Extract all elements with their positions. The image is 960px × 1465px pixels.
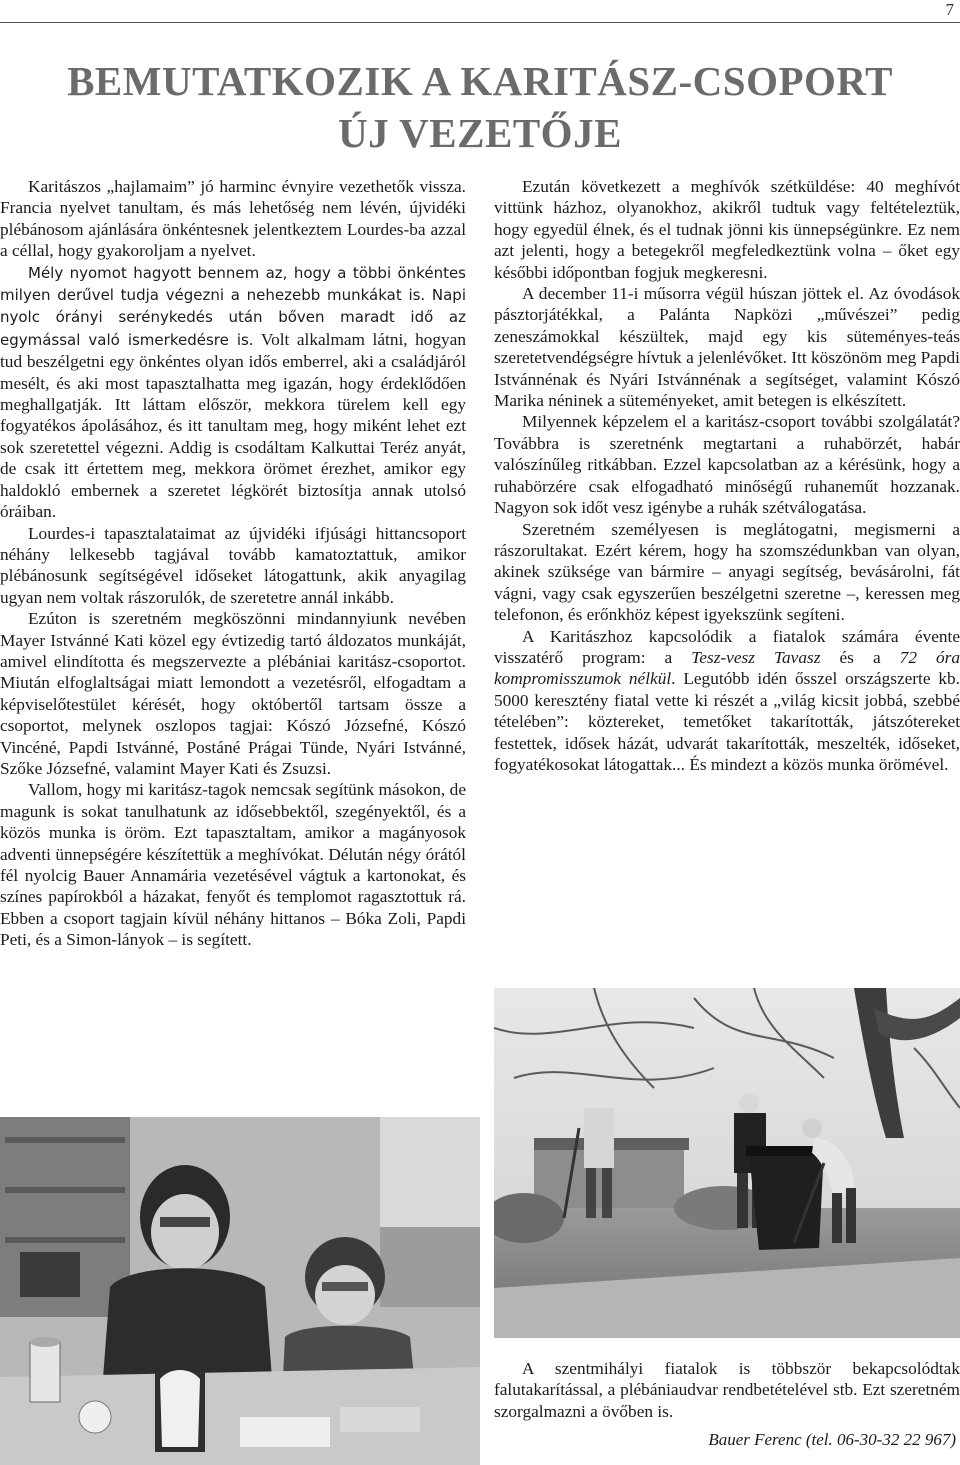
left-paragraph-5: Vallom, hogy mi karitász-tagok nemcsak segítünk másokon, de magunk is sokat tanulhatunk az idősebbektől, szegényektől, és a közös munka is öröm. Ezt tapasztaltam, amikor a magányosok adventi ünnepségére készítettük a meghívókat. Délután négy órától fél nyolcig Bauer Annamária vezetésével vágtuk a kartonokat, és színes papírokból a házakat, fenyőt és templomot ragasztottuk rá. Ebben a csoport tagjain kívül néhány hittanos – Bóka Zoli, Papdi Peti, és a Simon-lányok – is segített. bbox=[0, 780, 466, 950]
article-title bbox=[0, 55, 960, 159]
left-paragraph-3: Lourdes-i tapasztalataimat az újvidéki ifjúsági hittancsoport néhány lelkesebb tagjával tovább kamatoztattuk, amikor plébánosunk segítségével időseket látogattunk, akik anyagilag ugyan nem voltak rászorulók, de szeretetre annál inkább. bbox=[0, 523, 466, 607]
left-paragraph-2-sans: Mély nyomot hagyott bennem az, hogy a többi önkéntes milyen derűvel tudja végezni a nehezebb munkákat is. Napi nyolc órányi serénykedés után bőven maradt idő az egymással való ismerkedésre is. bbox=[0, 263, 466, 349]
page-number: 7 bbox=[945, 0, 954, 19]
title-line-1: BEMUTATKOZIK A KARITÁSZ-CSOPORT bbox=[67, 58, 893, 104]
author-signature: Bauer Ferenc (tel. 06-30-32 22 967) bbox=[708, 1430, 956, 1449]
left-paragraph-1: Karitászos „hajlamaim” jó harminc évnyire vezethetők vissza. Francia nyelvet tanultam, és más lehetőség nem lévén, újvidéki plébánosom ajánlására önkéntesnek jelentkeztem Lourdes-ba azzal a céllal, hogy gyakoroljam a nyelvet. bbox=[0, 177, 466, 261]
right-p5-italic-2: 72 óra kompromisszumok nélkül bbox=[494, 647, 960, 689]
title-line-2: ÚJ VEZETŐJE bbox=[338, 110, 622, 156]
right-paragraph-5 bbox=[494, 626, 960, 776]
photo-caption: A szentmihályi fiatalok is többször bekapcsolódtak falutakarítással, a plébániaudvar rendbetételével stb. Ezt szeretném szorgalmazni a övőben is. bbox=[494, 1359, 960, 1421]
left-paragraph-2 bbox=[0, 262, 466, 523]
left-paragraph-4: Ezúton is szeretném megköszönni mindannyiunk nevében Mayer Istvánné Kati közel egy évtizedig tartó áldozatos munkáját, amivel elindította és megszervezte a plébániai karitász-csoportot. Miután elfoglaltságai miatt lemondott a vezetésről, elfogadtam a képviselőtestület kérését, hogy októbertől tartsam össze a csoportot, melynek oszlopos tagjai: Kószó Józsefné, Kószó Vincéné, Papdi Istvánné, Postáné Prágai Tünde, Nyári Istvánné, Szőke Józsefné, valamint Mayer Kati és Zsuzsi. bbox=[0, 609, 466, 778]
right-p5-after: . Legutóbb idén ősszel országszerte kb. 5000 keresztény fiatal vette ki részét a „világ kicsit jobbá, szebbé tételében”: köztereket, temetőket takarították, játszótereket festettek, idősek házát, udvarát takarították, meszelték, időseket, fogyatékosokat látogattak... És mindezt a közös munka örömével. bbox=[494, 669, 960, 774]
right-p5-italic-1: Tesz-vesz Tavasz bbox=[691, 647, 821, 667]
right-p5-before: A Karitászhoz kapcsolódik a fiatalok számára évente visszatérő program: a bbox=[494, 626, 960, 667]
crafting-illustration bbox=[0, 1117, 480, 1465]
top-rule bbox=[0, 22, 960, 23]
crafting-photo bbox=[0, 1117, 480, 1465]
left-paragraph-2-serif: Volt alkalmam látni, hogyan tud beszélgetni egy önkéntes olyan idős emberrel, aki a családjáról mesélt, és aki most tapasztalhatta meg igazán, hogy érdeklődően meghallgatják. Itt láttam először, mekkora türelem kell egy fogyatékos ápolásához, és itt tanultam meg, hogy miként lehet ezt sok szeretettel végezni. Addig is csodáltam Kalkuttai Teréz anyát, de csak itt értettem meg, mekkora örömet érezhet, amikor egy haldokló embernek a szeretet légkörét biztosítja annak utolsó óráiban. bbox=[0, 329, 466, 522]
right-paragraph-1: Ezután következett a meghívók szétküldése: 40 meghívót vittünk házhoz, olyanokhoz, akikről tudtuk vagy feltételeztük, hogy egyedül élnek, és el tudnak jönni kis ünnepségünkre. Ez nem azt jelenti, hogy a betegekről megfeledkeztünk volna – őket egy későbbi időpontban fogjuk megkeresni. bbox=[494, 177, 960, 282]
right-p5-mid: és a bbox=[820, 647, 900, 667]
yard-cleanup-illustration bbox=[494, 988, 960, 1338]
right-column bbox=[494, 176, 960, 775]
yard-cleanup-photo bbox=[494, 988, 960, 1338]
right-paragraph-4: Szeretném személyesen is meglátogatni, megismerni a rászorultakat. Ezért kérem, hogy ha szomszédunkban van olyan, akinek szüksége van bármire – anyagi segítség, bevásárolni, fát vágni, vagy csak egyszerűen beszélgetni szeretne –, keressen meg telefonon, és erőnkhöz képest igyekszünk segíteni. bbox=[494, 519, 960, 625]
left-column bbox=[0, 176, 466, 951]
right-paragraph-2: A december 11-i műsorra végül húszan jöttek el. Az óvodások pásztorjátékkal, a Palánta Napközi „művészei” pedig zeneszámokkal készültek, majd egy kis süteményes-teás szeretetvendégségre hívtuk a jelenlévőket. Itt köszönöm meg Papdi Istvánnénak és Nyári Istvánnénak a segítséget, valamint Kószó Marika néninek a süteményeket, amit betegen is elkészített. bbox=[494, 284, 960, 411]
right-paragraph-3: Milyennek képzelem el a karitász-csoport további szolgálatát? Továbbra is szeretnénk megtartani a ruhabörzét, habár valószínűleg ritkábban. Ezzel kapcsolatban az a kérésünk, hogy a ruhabörzére csak elfogadható minőségű ruhaneműt hozzanak. Nagyon sok időt vesz igénybe a ruhák szétválogatása. bbox=[494, 412, 960, 518]
